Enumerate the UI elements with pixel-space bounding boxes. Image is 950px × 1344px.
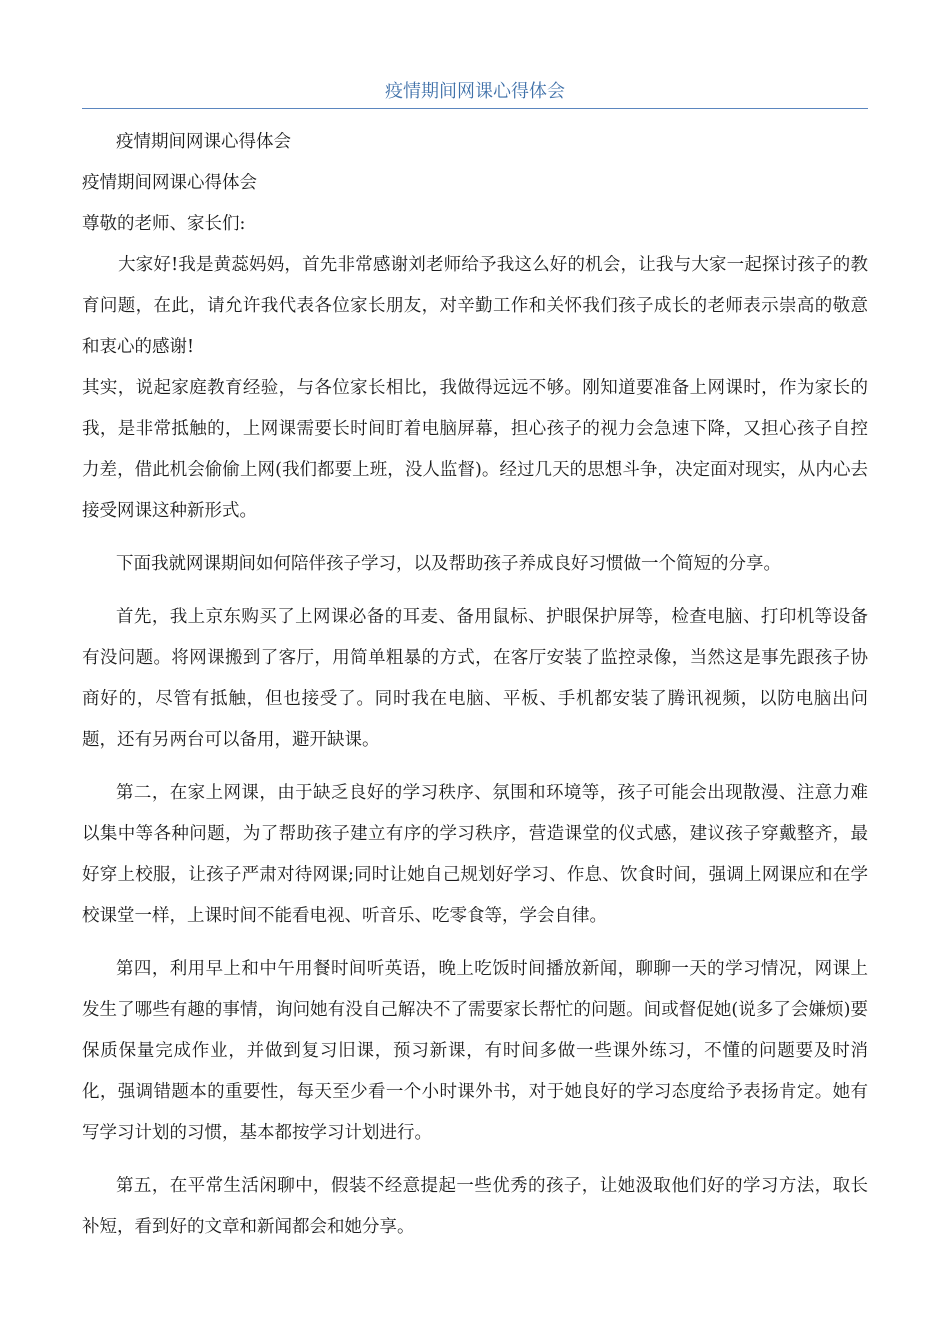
running-header-title: 疫情期间网课心得体会 xyxy=(385,81,565,102)
paragraph-second: 第二，在家上网课，由于缺乏良好的学习秩序、氛围和环境等，孩子可能会出现散漫、注意力难以集中等各种问题，为了帮助孩子建立有序的学习秩序，营造课堂的仪式感，建议孩子穿戴整齐，最好穿上校服，让孩子严肃对待网课;同时让她自己规划好学习、作息、饮食时间，强调上网课应和在学校课堂一样，上课时间不能看电视、听音乐、吃零食等，学会自律。 xyxy=(82,783,868,926)
paragraph-experience: 其实，说起家庭教育经验，与各位家长相比，我做得远远不够。刚知道要准备上网课时，作为家长的我，是非常抵触的，上网课需要长时间盯着电脑屏幕，担心孩子的视力会急速下降，又担心孩子自控力差，借此机会偷偷上网(我们都要上班，没人监督)。经过几天的思想斗争，决定面对现实，从内心去接受网课这种新形式。 xyxy=(82,378,868,521)
header-divider xyxy=(82,108,868,109)
document-body xyxy=(82,122,868,1248)
paragraph-fifth: 第五，在平常生活闲聊中，假装不经意提起一些优秀的孩子，让她汲取他们好的学习方法，取长补短，看到好的文章和新闻都会和她分享。 xyxy=(82,1176,868,1237)
salutation: 尊敬的老师、家长们: xyxy=(82,214,246,234)
paragraph-greeting: 大家好!我是黄蕊妈妈，首先非常感谢刘老师给予我这么好的机会，让我与大家一起探讨孩子的教育问题，在此，请允许我代表各位家长朋友，对辛勤工作和关怀我们孩子成长的老师表示崇高的敬意和衷心的感谢! xyxy=(82,255,868,357)
paragraph-first: 首先，我上京东购买了上网课必备的耳麦、备用鼠标、护眼保护屏等，检查电脑、打印机等设备有没问题。将网课搬到了客厅，用简单粗暴的方式，在客厅安装了监控录像，当然这是事先跟孩子协商好的，尽管有抵触，但也接受了。同时我在电脑、平板、手机都安装了腾讯视频，以防电脑出问题，还有另两台可以备用，避开缺课。 xyxy=(82,607,868,750)
document-heading-indented: 疫情期间网课心得体会 xyxy=(116,132,291,152)
document-heading: 疫情期间网课心得体会 xyxy=(82,173,257,193)
paragraph-intro: 下面我就网课期间如何陪伴孩子学习，以及帮助孩子养成良好习惯做一个简短的分享。 xyxy=(116,554,781,574)
paragraph-fourth: 第四，利用早上和中午用餐时间听英语，晚上吃饭时间播放新闻，聊聊一天的学习情况，网课上发生了哪些有趣的事情，询问她有没自己解决不了需要家长帮忙的问题。间或督促她(说多了会嫌烦)要保质保量完成作业，并做到复习旧课，预习新课，有时间多做一些课外练习，不懂的问题要及时消化，强调错题本的重要性，每天至少看一个小时课外书，对于她良好的学习态度给予表扬肯定。她有写学习计划的习惯，基本都按学习计划进行。 xyxy=(82,959,868,1143)
